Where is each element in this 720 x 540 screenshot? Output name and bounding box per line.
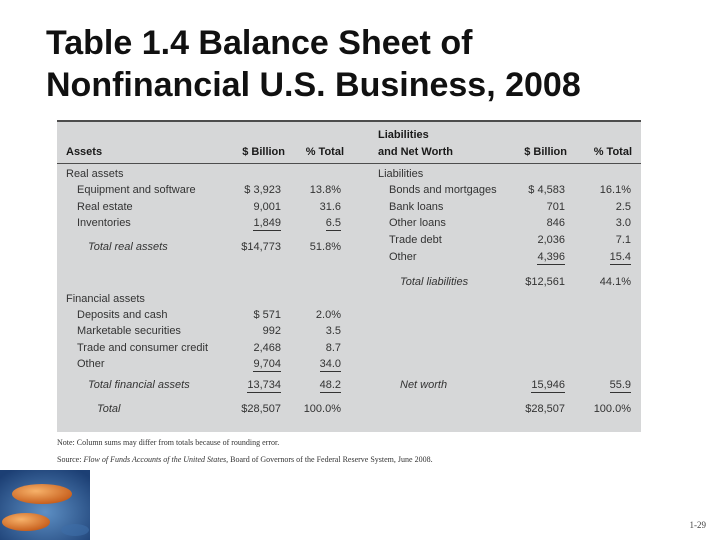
decorative-stones-image — [0, 470, 90, 540]
total-assets-pct: 100.0% — [303, 403, 341, 415]
row-pct-text: 15.4 — [609, 251, 631, 263]
title-line-1: Table 1.4 Balance Sheet of — [46, 24, 473, 62]
header-rule — [57, 163, 641, 164]
real-assets-heading: Real assets — [66, 168, 124, 180]
header-pct-right: % Total — [593, 146, 632, 158]
row-value: 701 — [546, 201, 565, 213]
total-liabilities-value: $12,561 — [525, 276, 565, 288]
total-real-assets-value: $14,773 — [241, 241, 281, 253]
row-value: 2,036 — [537, 234, 565, 246]
balance-sheet-table — [57, 120, 641, 432]
total-liabilities-pct: 44.1% — [599, 276, 631, 288]
row-label: Bank loans — [389, 201, 444, 213]
row-label: Equipment and software — [77, 184, 196, 196]
row-label: Bonds and mortgages — [389, 184, 497, 196]
net-worth-pct-text: 55.9 — [609, 379, 631, 391]
total-assets-label: Total — [97, 403, 121, 415]
page-number: 1-29 — [689, 520, 706, 530]
row-pct: 31.6 — [319, 201, 341, 213]
stone-bottom — [2, 513, 50, 531]
total-liab-networth-value: $28,507 — [525, 403, 565, 415]
row-label: Marketable securities — [77, 325, 181, 337]
row-label: Inventories — [77, 217, 131, 229]
header-billion-right: $ Billion — [524, 146, 567, 158]
net-worth-pct — [575, 378, 631, 392]
total-financial-assets-pct — [291, 378, 341, 392]
header-pct-left: % Total — [305, 146, 344, 158]
row-pct-text: 34.0 — [319, 358, 341, 370]
net-worth-label: Net worth — [400, 379, 448, 391]
row-pct: 3.0 — [615, 217, 631, 229]
row-pct: 2.0% — [315, 309, 341, 321]
table-note: Note: Column sums may differ from totals because of rounding error. — [57, 438, 280, 447]
total-real-assets-label: Total real assets — [88, 241, 168, 253]
row-value-text: 4,396 — [537, 251, 565, 263]
row-value — [227, 216, 281, 230]
source-rest: Board of Governors of the Federal Reserve System, June 2008. — [228, 455, 433, 464]
row-value: $ 3,923 — [244, 184, 281, 196]
total-assets-value: $28,507 — [241, 403, 281, 415]
row-value: 846 — [546, 217, 565, 229]
net-worth-value-text: 15,946 — [531, 379, 565, 391]
row-label: Real estate — [77, 201, 133, 213]
row-pct: 8.7 — [325, 342, 341, 354]
header-assets: Assets — [66, 146, 103, 158]
row-pct: 16.1% — [599, 184, 631, 196]
total-financial-assets-label: Total financial assets — [88, 379, 190, 391]
header-net-worth: and Net Worth — [378, 146, 453, 158]
row-pct: 13.8% — [309, 184, 341, 196]
row-value-text: 9,704 — [253, 358, 281, 370]
title-line-2: Nonfinancial U.S. Business, 2008 — [46, 66, 581, 104]
total-real-assets-pct: 51.8% — [309, 241, 341, 253]
total-financial-assets-value — [227, 378, 281, 392]
row-label: Trade and consumer credit — [77, 342, 209, 354]
header-billion-left: $ Billion — [242, 146, 285, 158]
table-source — [57, 455, 433, 464]
net-worth-value — [509, 378, 565, 392]
total-liabilities-label: Total liabilities — [400, 276, 469, 288]
row-value: 2,468 — [253, 342, 281, 354]
row-pct: 3.5 — [325, 325, 341, 337]
row-pct: 2.5 — [615, 201, 631, 213]
row-pct — [291, 357, 341, 371]
row-label: Other — [77, 358, 105, 370]
source-prefix: Source: — [57, 455, 84, 464]
stone-top — [12, 484, 72, 504]
total-financial-assets-pct-text: 48.2 — [319, 379, 341, 391]
total-liab-networth-pct: 100.0% — [593, 403, 631, 415]
row-value: $ 4,583 — [528, 184, 565, 196]
header-liabilities: Liabilities — [378, 129, 429, 141]
row-pct: 7.1 — [615, 234, 631, 246]
row-value: $ 571 — [253, 309, 281, 321]
row-label: Other — [389, 251, 417, 263]
source-title: Flow of Funds Accounts of the United States, — [83, 455, 229, 464]
total-financial-assets-value-text: 13,734 — [247, 379, 281, 391]
slide-title — [46, 22, 581, 106]
row-value — [509, 250, 565, 264]
row-pct-text: 6.5 — [325, 217, 341, 229]
row-value-text: 1,849 — [253, 217, 281, 229]
row-label: Other loans — [389, 217, 446, 229]
row-value: 9,001 — [253, 201, 281, 213]
row-pct — [575, 250, 631, 264]
row-value — [227, 357, 281, 371]
row-pct — [291, 216, 341, 230]
row-value: 992 — [262, 325, 281, 337]
liabilities-heading: Liabilities — [378, 168, 424, 180]
financial-assets-heading: Financial assets — [66, 293, 145, 305]
row-label: Trade debt — [389, 234, 442, 246]
row-label: Deposits and cash — [77, 309, 168, 321]
